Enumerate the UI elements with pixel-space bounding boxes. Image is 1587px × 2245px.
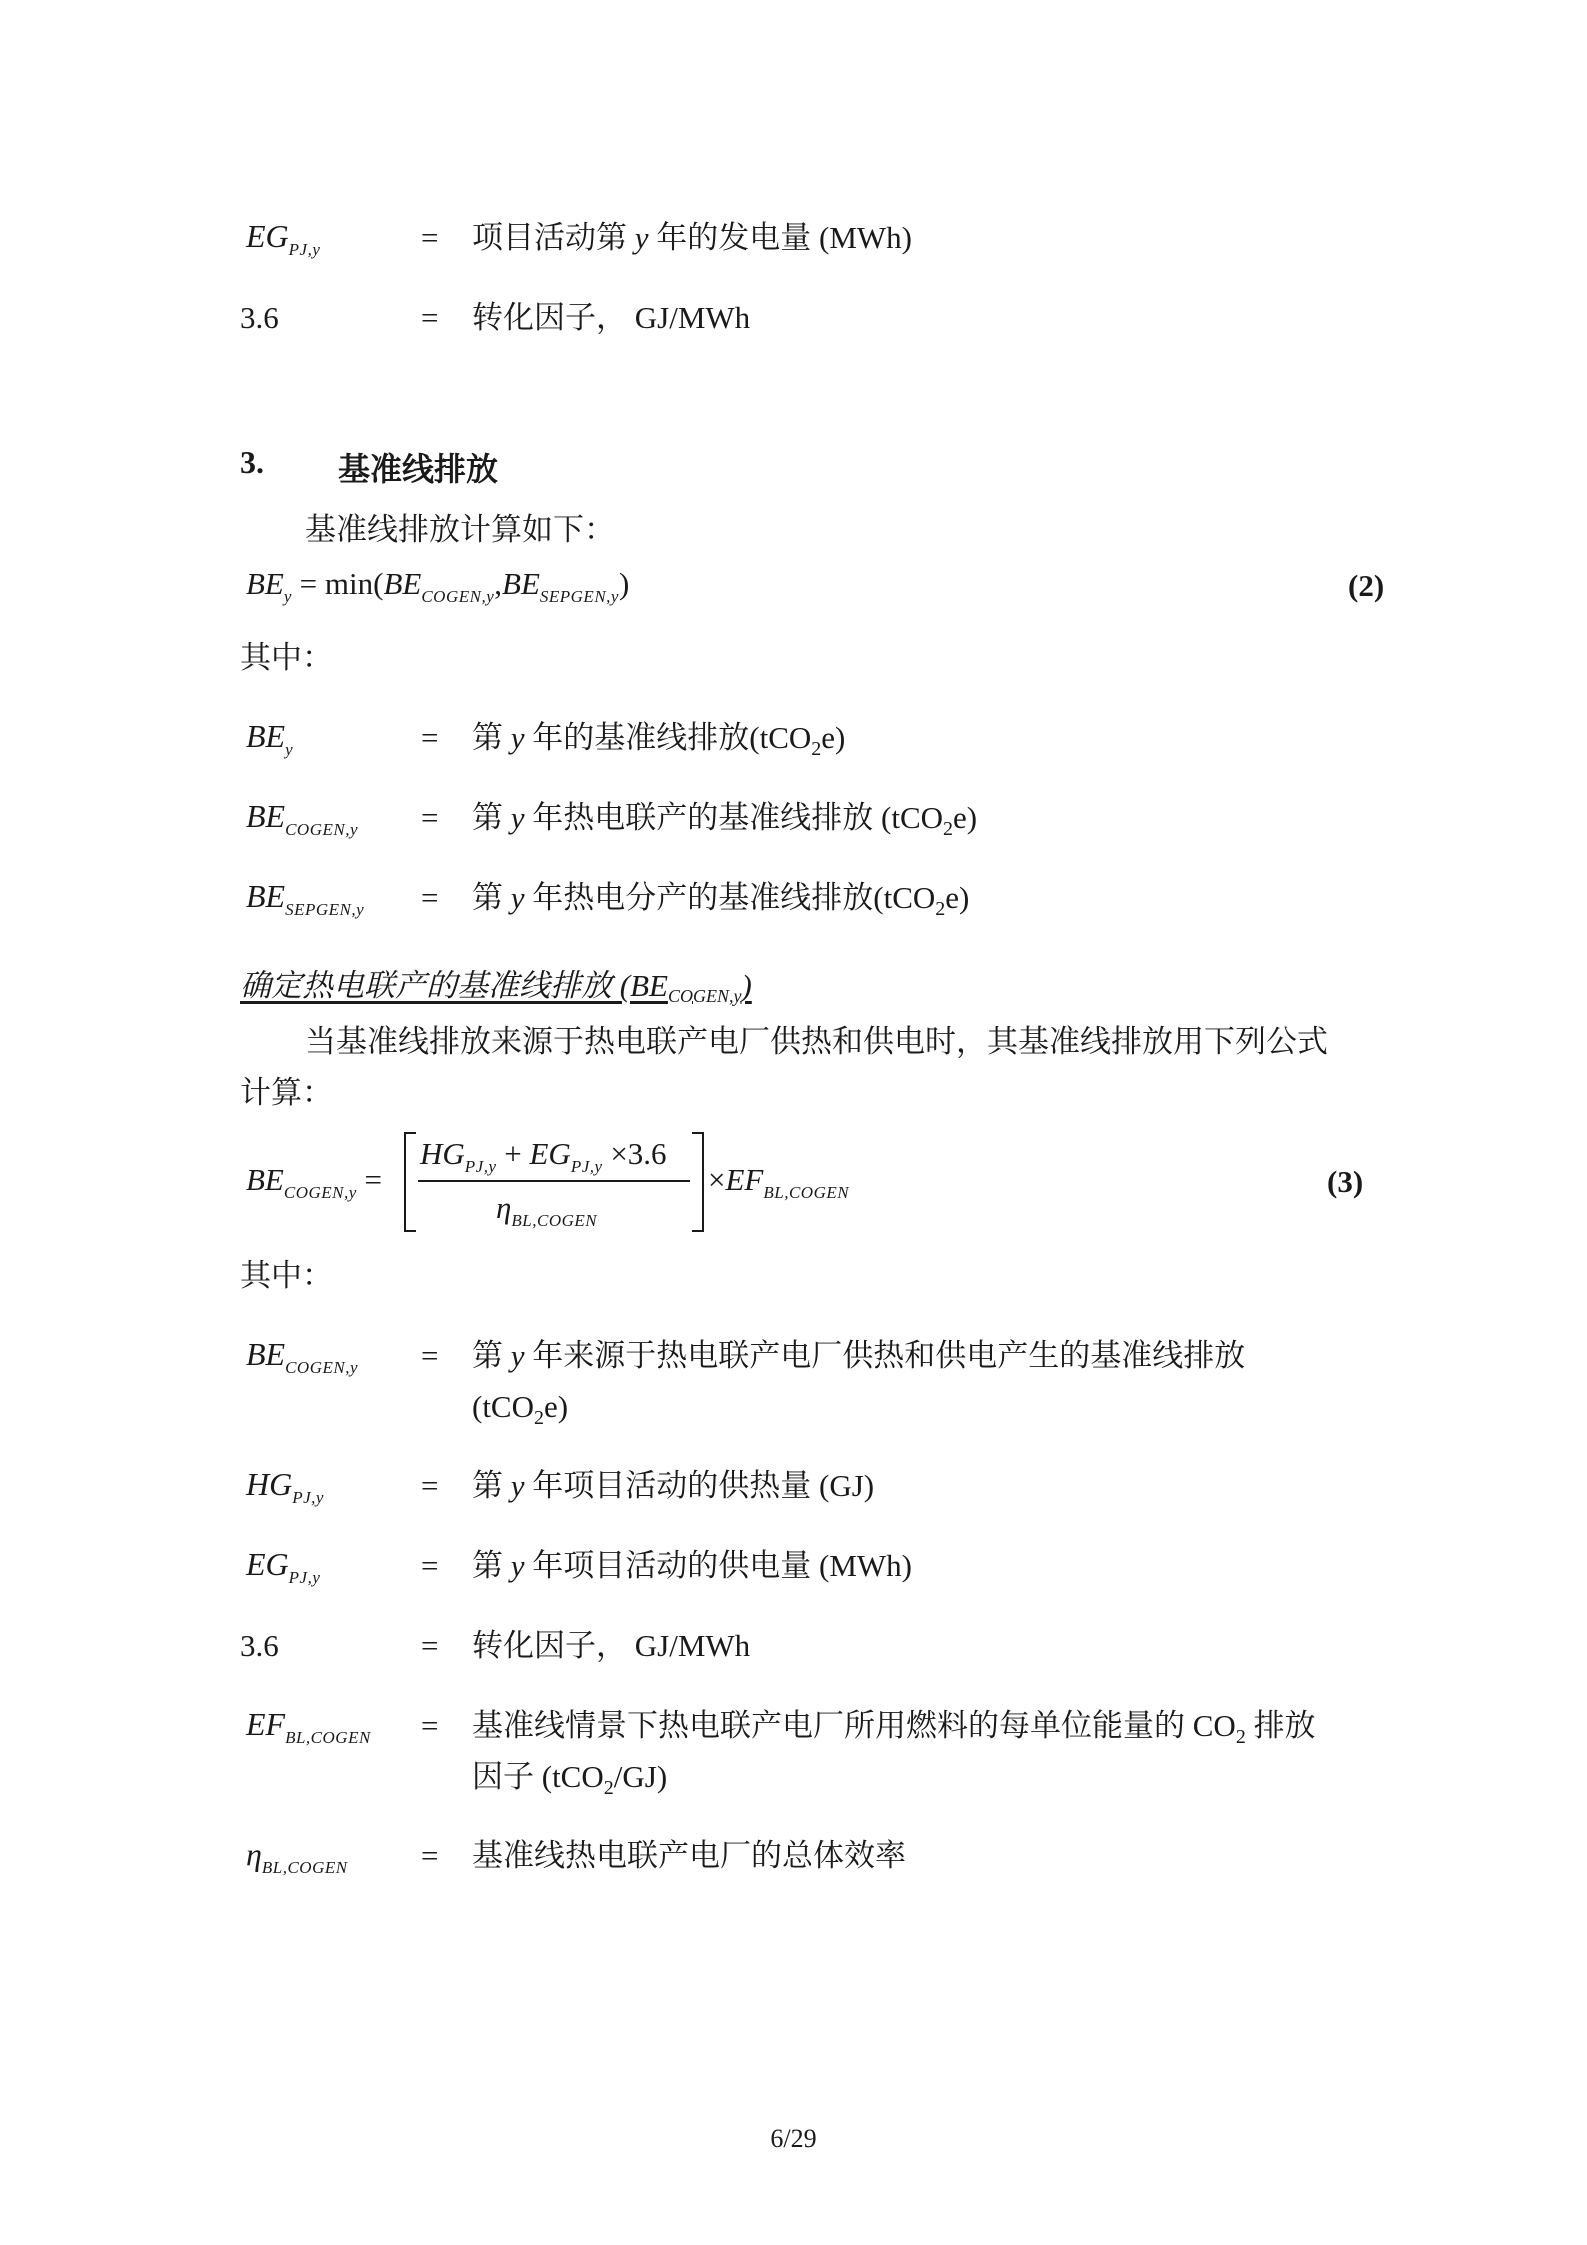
def-text: 第 y 年的基准线排放(tCO$_2$e) — [472, 720, 846, 760]
def-text: 基准线热电联产电厂的总体效率 — [472, 1838, 906, 1873]
def-text: 第 y 年项目活动的供热量 (GJ) — [472, 1468, 875, 1503]
def-text: 第 y 年来源于热电联产电厂供热和供电产生的基准线排放 — [472, 1338, 1246, 1373]
formula-3-rhs: $\times EF_{BL,COGEN}$ — [708, 1162, 850, 1202]
def-text: 第 y 年热电联产的基准线排放 (tCO$_2$e) — [472, 800, 978, 840]
section-title: 基准线排放 — [338, 451, 499, 487]
def-symbol: $EG_{PJ,y}$ — [246, 218, 321, 259]
def-symbol: $BE_y$ — [246, 718, 294, 759]
def-text-cont: 因子 (tCO$_2$/GJ) — [472, 1759, 668, 1799]
def-plain-symbol: 3.6 — [240, 300, 279, 335]
equals-sign: = — [421, 1548, 439, 1583]
paragraph-line-1: 当基准线排放来源于热电联产电厂供热和供电时，其基准线排放用下列公式 — [305, 1024, 1328, 1059]
equals-sign: = — [421, 1468, 439, 1503]
where-label: 其中： — [240, 640, 333, 675]
section-number: 3. — [240, 444, 264, 480]
def-symbol: $BE_{COGEN,y}$ — [246, 798, 359, 839]
where-label: 其中： — [240, 1258, 333, 1293]
equals-sign: = — [421, 1708, 439, 1743]
def-symbol: $EF_{BL,COGEN}$ — [246, 1706, 371, 1747]
right-bracket — [692, 1132, 704, 1232]
formula-3-lhs: $BE_{COGEN,y}$ = — [246, 1162, 383, 1202]
def-text: 项目活动第 y 年的发电量 (MWh) — [472, 220, 912, 255]
equals-sign: = — [421, 720, 439, 755]
equals-sign: = — [421, 1838, 439, 1873]
def-text-cont: (tCO$_2$e) — [472, 1389, 569, 1429]
equation-label: (2) — [1348, 568, 1385, 603]
fraction-bar — [418, 1180, 690, 1182]
equals-sign: = — [421, 220, 439, 255]
def-plain-symbol: 3.6 — [240, 1628, 279, 1663]
paragraph-line-2: 计算： — [240, 1075, 333, 1110]
def-symbol: $BE_{SEPGEN,y}$ — [246, 878, 365, 919]
def-text: 转化因子， GJ/MWh — [472, 300, 751, 335]
def-symbol: $EG_{PJ,y}$ — [246, 1546, 321, 1587]
def-symbol: $BE_{COGEN,y}$ — [246, 1336, 359, 1377]
equals-sign: = — [421, 1338, 439, 1373]
equals-sign: = — [421, 800, 439, 835]
def-text: 第 y 年热电分产的基准线排放(tCO$_2$e) — [472, 880, 970, 920]
left-bracket — [404, 1132, 416, 1232]
equals-sign: = — [421, 300, 439, 335]
def-text: 基准线情景下热电联产电厂所用燃料的每单位能量的 $CO_2$ 排放 — [472, 1708, 1316, 1748]
fraction-denominator: $\eta_{BL,COGEN}$ — [496, 1190, 598, 1230]
intro-text: 基准线排放计算如下： — [305, 512, 615, 547]
subheading: 确定热电联产的基准线排放 (BECOGEN,y) — [240, 968, 752, 1006]
def-symbol: $HG_{PJ,y}$ — [246, 1466, 324, 1507]
fraction-numerator: $HG_{PJ,y} + EG_{PJ,y} \times 3.6$ — [420, 1136, 667, 1176]
equation-label: (3) — [1327, 1164, 1364, 1199]
formula-2: $BE_y = \min(BE_{COGEN,y},BE_{SEPGEN,y})$ — [246, 566, 630, 606]
def-text: 转化因子， GJ/MWh — [472, 1628, 751, 1663]
equals-sign: = — [421, 880, 439, 915]
def-text: 第 y 年项目活动的供电量 (MWh) — [472, 1548, 912, 1583]
page-number: 6/29 — [770, 2124, 817, 2153]
equals-sign: = — [421, 1628, 439, 1663]
def-symbol: $\eta_{BL,COGEN}$ — [246, 1836, 348, 1877]
